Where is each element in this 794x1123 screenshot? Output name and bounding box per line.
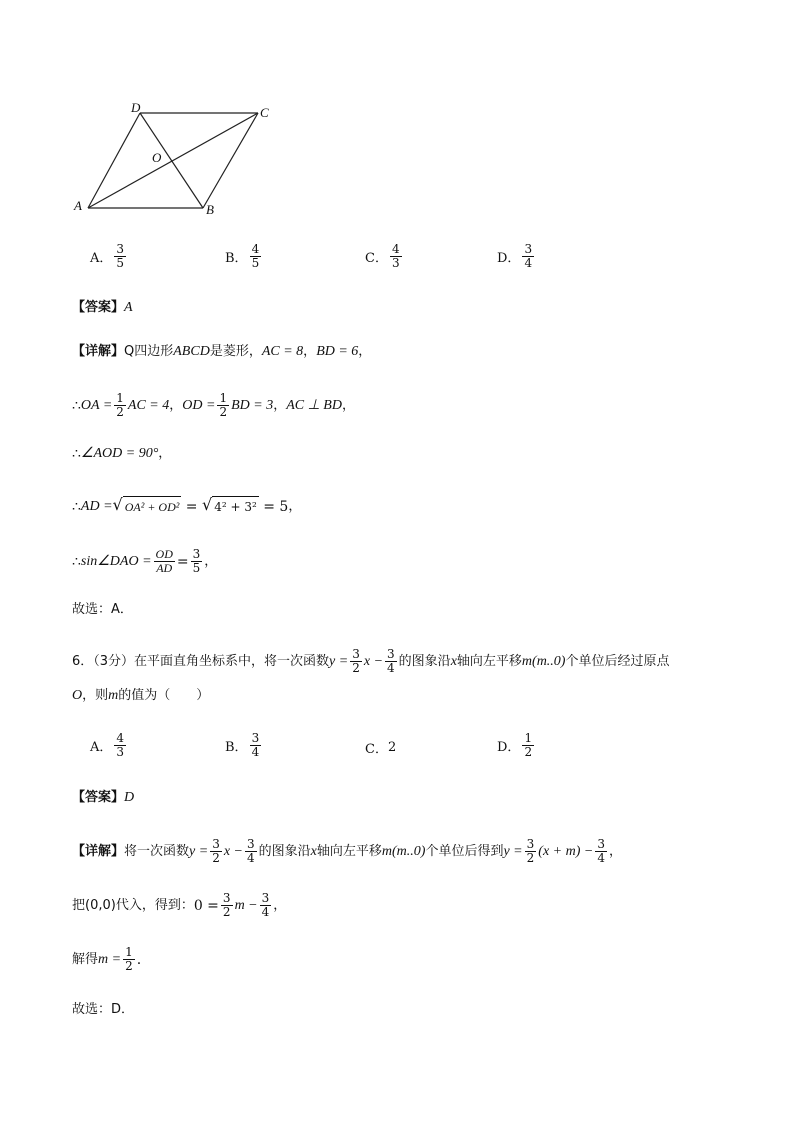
q6-option-a: A． $\frac{4}{3}$ [90, 731, 125, 759]
q6-answer: 【答案】 D [72, 790, 135, 805]
side-bc [203, 113, 258, 208]
q6-detail-line1: 【详解】 将一次函数 y = $\frac{3}{2}$ x − $\frac{3}{4}$ 的图象沿 x 轴向左平移 m(m..0) 个单位后得到 y = $\frac{3}{2}$ (x + m) − $\frac{3}{4}$ ， [72, 837, 622, 865]
rhombus-figure [70, 98, 290, 223]
q6-option-c: C． 2 [365, 740, 397, 757]
vertex-label-b: B [206, 202, 214, 217]
q6-question-line2: O ，则 m 的值为（ ） [72, 688, 210, 703]
q6-substitute: 把(0,0)代入，得到： 0 = $\frac{3}{2}$ m − $\frac{3}{4}$ ， [72, 891, 287, 919]
q5-choose: 故选：A． [72, 602, 133, 617]
q5-answer: 【答案】 A [72, 300, 133, 315]
vertex-label-d: D [131, 100, 141, 115]
q6-solve: 解得 m = $\frac{1}{2}$ . [72, 945, 142, 973]
q5-option-b: B． $\frac{4}{5}$ [225, 242, 260, 270]
center-label-o: O [152, 150, 162, 165]
q6-choose: 故选：D． [72, 1002, 135, 1017]
q6-question-line1: 6．（3分）在平面直角坐标系中，将一次函数 y = $\frac{3}{2}$ x − $\frac{3}{4}$ 的图象沿 x 轴向左平移 m(m..0) 个单位后经过原点 [72, 647, 670, 675]
q5-option-c: C． $\frac{4}{3}$ [365, 242, 400, 270]
q6-option-d: D． $\frac{1}{2}$ [497, 731, 533, 759]
q5-detail-line1: 【详解】 Q四边形 ABCD 是菱形， AC = 8 ， BD = 6 ， [72, 344, 372, 359]
q5-detail-line2: ∴ OA = $\frac{1}{2}$ AC = 4 ， OD = $\frac{1}{2}$ BD = 3 ， AC ⊥ BD ， [72, 391, 355, 419]
q5-detail-line5: ∴ sin∠DAO = $\frac{OD}{AD}$ = $\frac{3}{5}$ ， [72, 547, 218, 575]
diagonal-bd [140, 113, 203, 208]
q5-option-a: A． $\frac{3}{5}$ [90, 242, 125, 270]
q5-detail-line3: ∴ ∠AOD = 90° ， [72, 446, 172, 462]
q5-option-d: D． $\frac{3}{4}$ [497, 242, 533, 270]
q6-option-b: B． $\frac{3}{4}$ [225, 731, 260, 759]
vertex-label-a: A [74, 198, 82, 213]
vertex-label-c: C [260, 105, 269, 120]
q5-detail-line4: ∴ AD = √ OA² + OD² = √ 4² + 3² = 5 ， [72, 496, 301, 517]
